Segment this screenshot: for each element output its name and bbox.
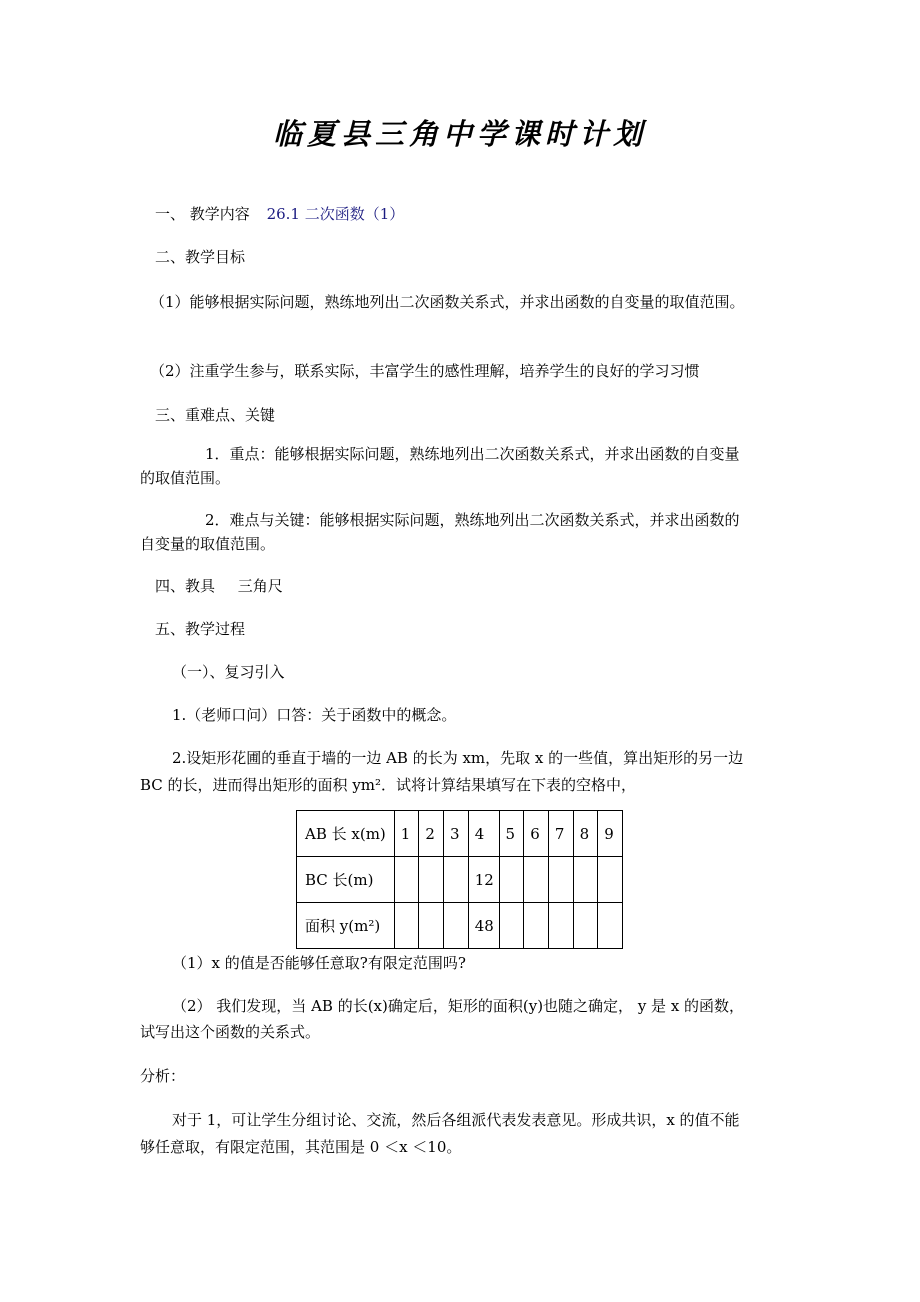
table-cell <box>524 903 549 949</box>
table-cell <box>598 903 623 949</box>
table-cell <box>499 903 524 949</box>
key-point-line-2: 的取值范围。 <box>140 469 231 487</box>
question-2-line-2: 试写出这个函数的关系式。 <box>140 1023 321 1041</box>
table-cell <box>419 857 444 903</box>
table-cell: 8 <box>573 811 598 857</box>
data-table <box>296 810 623 949</box>
section-2-label: 二、教学目标 <box>155 248 246 266</box>
section-3-label: 三、重难点、关键 <box>155 406 276 424</box>
section-1 <box>155 204 404 224</box>
table-cell: 3 <box>444 811 469 857</box>
section-4-label: 四、教具 <box>155 577 216 595</box>
question-2-line-1: （2） 我们发现，当 AB 的长(x)确定后，矩形的面积(y)也随之确定， y 是 x 的函数， <box>172 997 745 1015</box>
table-cell: 2 <box>419 811 444 857</box>
table-cell: 面积 y(m²) <box>297 903 395 949</box>
table-cell <box>548 903 573 949</box>
section-5-label: 五、教学过程 <box>155 620 246 638</box>
item-2-line-1: 2.设矩形花圃的垂直于墙的一边 AB 的长为 xm，先取 x 的一些值，算出矩形的另一边 <box>172 749 744 767</box>
table-cell <box>524 857 549 903</box>
analysis-line-1: 对于 1，可让学生分组讨论、交流，然后各组派代表发表意见。形成共识，x 的值不能 <box>172 1111 740 1129</box>
key-point-line-1: 1．重点：能够根据实际问题，熟练地列出二次函数关系式，并求出函数的自变量 <box>205 445 740 463</box>
table-cell: 6 <box>524 811 549 857</box>
analysis-line-2: 够任意取，有限定范围，其范围是 0 ＜x ＜10。 <box>140 1138 462 1156</box>
table-cell: 7 <box>548 811 573 857</box>
section-4 <box>155 576 283 596</box>
table-cell <box>598 857 623 903</box>
table-row <box>297 903 623 949</box>
difficulty-line-1: 2．难点与关键：能够根据实际问题，熟练地列出二次函数关系式，并求出函数的 <box>205 511 740 529</box>
item-1: 1.（老师口问）口答：关于函数中的概念。 <box>172 706 457 724</box>
question-1: （1）x 的值是否能够任意取?有限定范围吗? <box>172 954 466 972</box>
table-cell <box>444 903 469 949</box>
table-cell: 9 <box>598 811 623 857</box>
table-cell <box>548 857 573 903</box>
goal-1: （1）能够根据实际问题，熟练地列出二次函数关系式，并求出函数的自变量的取值范围。 <box>150 293 745 311</box>
table-row <box>297 811 623 857</box>
table-row <box>297 857 623 903</box>
table-cell: 48 <box>468 903 499 949</box>
table-cell: 5 <box>499 811 524 857</box>
table-cell <box>499 857 524 903</box>
table-cell: BC 长(m) <box>297 857 395 903</box>
table-cell <box>444 857 469 903</box>
section-1-topic: 26.1 二次函数（1） <box>266 205 405 223</box>
table-cell: 4 <box>468 811 499 857</box>
table-cell <box>419 903 444 949</box>
difficulty-line-2: 自变量的取值范围。 <box>140 535 276 553</box>
goal-2: （2）注重学生参与，联系实际，丰富学生的感性理解，培养学生的良好的学习习惯 <box>150 362 700 380</box>
section-1-label: 一、 教学内容 <box>155 205 250 223</box>
table-cell: AB 长 x(m) <box>297 811 395 857</box>
table-cell <box>573 903 598 949</box>
item-2-line-2: BC 的长，进而得出矩形的面积 ym²．试将计算结果填写在下表的空格中， <box>140 776 637 794</box>
section-4-tool: 三角尺 <box>237 577 283 595</box>
table-cell: 12 <box>468 857 499 903</box>
table-cell <box>573 857 598 903</box>
subsection-review: （一）、复习引入 <box>172 663 285 681</box>
analysis-label: 分析： <box>140 1067 186 1085</box>
table-cell: 1 <box>394 811 419 857</box>
page-title: 临夏县三角中学课时计划 <box>272 117 647 151</box>
table-cell <box>394 903 419 949</box>
table-cell <box>394 857 419 903</box>
